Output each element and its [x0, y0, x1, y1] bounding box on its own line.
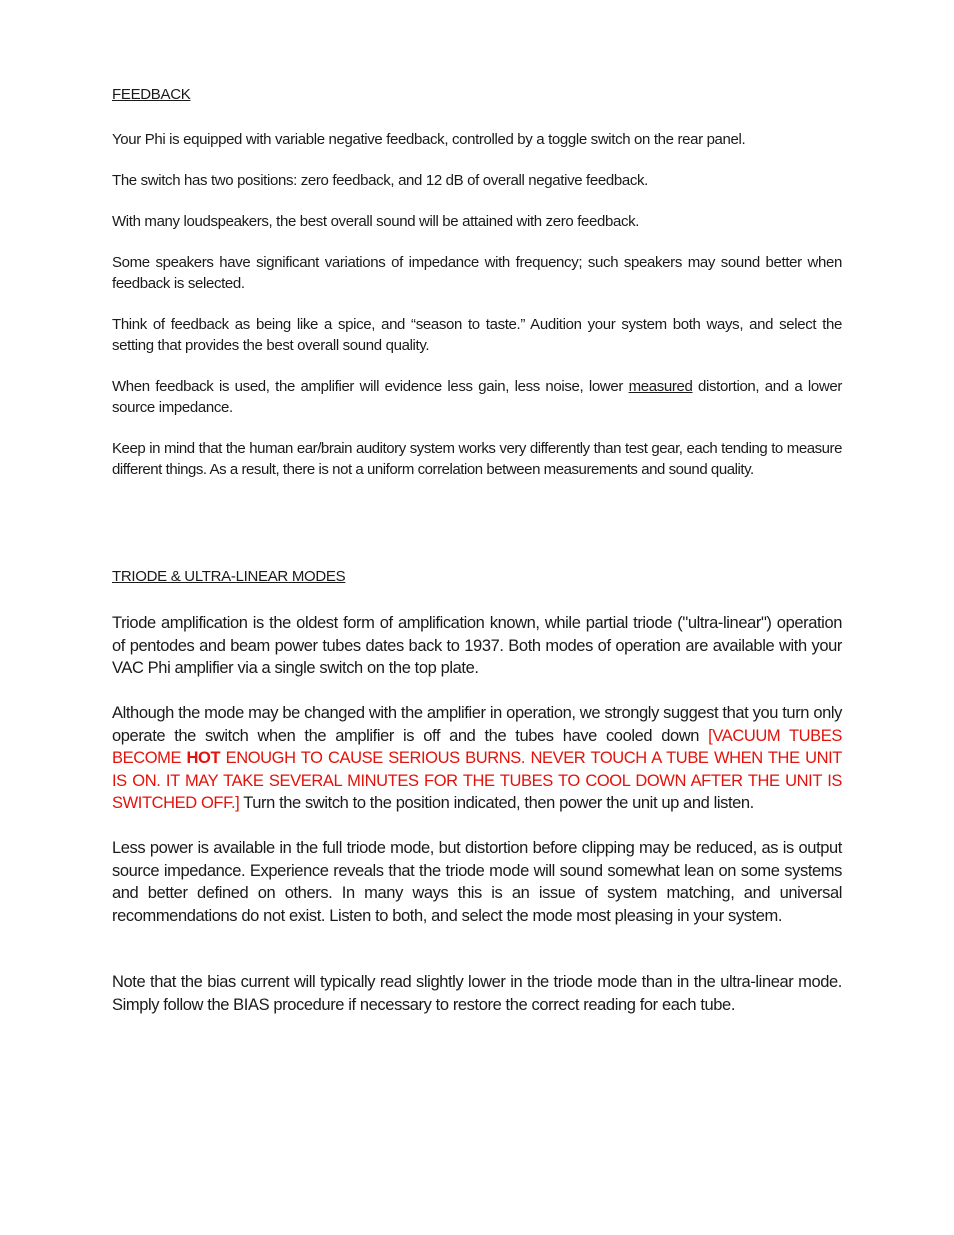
feedback-paragraph-6: [112, 376, 842, 418]
triode-paragraph-2: [112, 702, 842, 815]
feedback-paragraph-7: Keep in mind that the human ear/brain auditory system works very differently than test gear, each tending to measure different things. As a result, there is not a uniform correlation between measurements and sound quality.: [112, 440, 842, 478]
triode-paragraph-4: Note that the bias current will typically read slightly lower in the triode mode than in the ultra-linear mode. Simply follow the BIAS procedure if necessary to restore the correct reading for each tube.: [112, 973, 842, 1014]
feedback-paragraph-4: Some speakers have significant variations of impedance with frequency; such speakers may sound better when feedback is selected.: [112, 254, 842, 292]
feedback-paragraph-2: The switch has two positions: zero feedback, and 12 dB of overall negative feedback.: [112, 172, 648, 189]
burn-warning-text-continued: ENOUGH TO CAUSE SERIOUS BURNS. NEVER TOUCH A TUBE WHEN THE UNIT IS ON. IT MAY TAKE SEVERAL MINUTES FOR THE TUBES TO COOL DOWN AFTER THE UNIT IS SWITCHED OFF.]: [112, 749, 842, 812]
feedback-p6-text-before: When feedback is used, the amplifier will evidence less gain, less noise, lower: [112, 378, 629, 395]
triode-heading: TRIODE & ULTRA-LINEAR MODES: [112, 568, 346, 585]
feedback-p6-underlined-word: measured: [628, 378, 693, 395]
feedback-p6-text-after: distortion, and a lower source impedance.: [112, 378, 842, 416]
triode-p2-text-after: Turn the switch to the position indicated, then power the unit up and listen.: [239, 794, 754, 812]
triode-paragraph-1: Triode amplification is the oldest form of amplification known, while partial triode ("ultra-linear") operation of pentodes and beam power tubes dates back to 1937. Both modes of operation are available with your VAC Phi amplifier via a single switch on the top plate.: [112, 614, 842, 677]
feedback-heading: FEEDBACK: [112, 86, 191, 103]
feedback-paragraph-3: With many loudspeakers, the best overall sound will be attained with zero feedback.: [112, 213, 640, 230]
feedback-paragraph-1: Your Phi is equipped with variable negative feedback, controlled by a toggle switch on the rear panel.: [112, 131, 746, 148]
burn-warning-text: [VACUUM TUBES BECOME: [112, 726, 842, 767]
feedback-paragraph-5: Think of feedback as being like a spice, and “season to taste.” Audition your system both ways, and select the setting that provides the best overall sound quality.: [112, 316, 842, 354]
burn-warning-hot: HOT: [186, 749, 221, 767]
triode-p2-text-before: Although the mode may be changed with the amplifier in operation, we strongly suggest that you turn only operate the switch when the amplifier is off and the tubes have cooled down: [112, 704, 842, 745]
triode-paragraph-3: Less power is available in the full triode mode, but distortion before clipping may be reduced, as is output source impedance. Experience reveals that the triode mode will sound somewhat lean on some systems and better defined on others. In many ways this is an issue of system matching, and universal recommendations do not exist. Listen to both, and select the mode most pleasing in your system.: [112, 839, 842, 925]
